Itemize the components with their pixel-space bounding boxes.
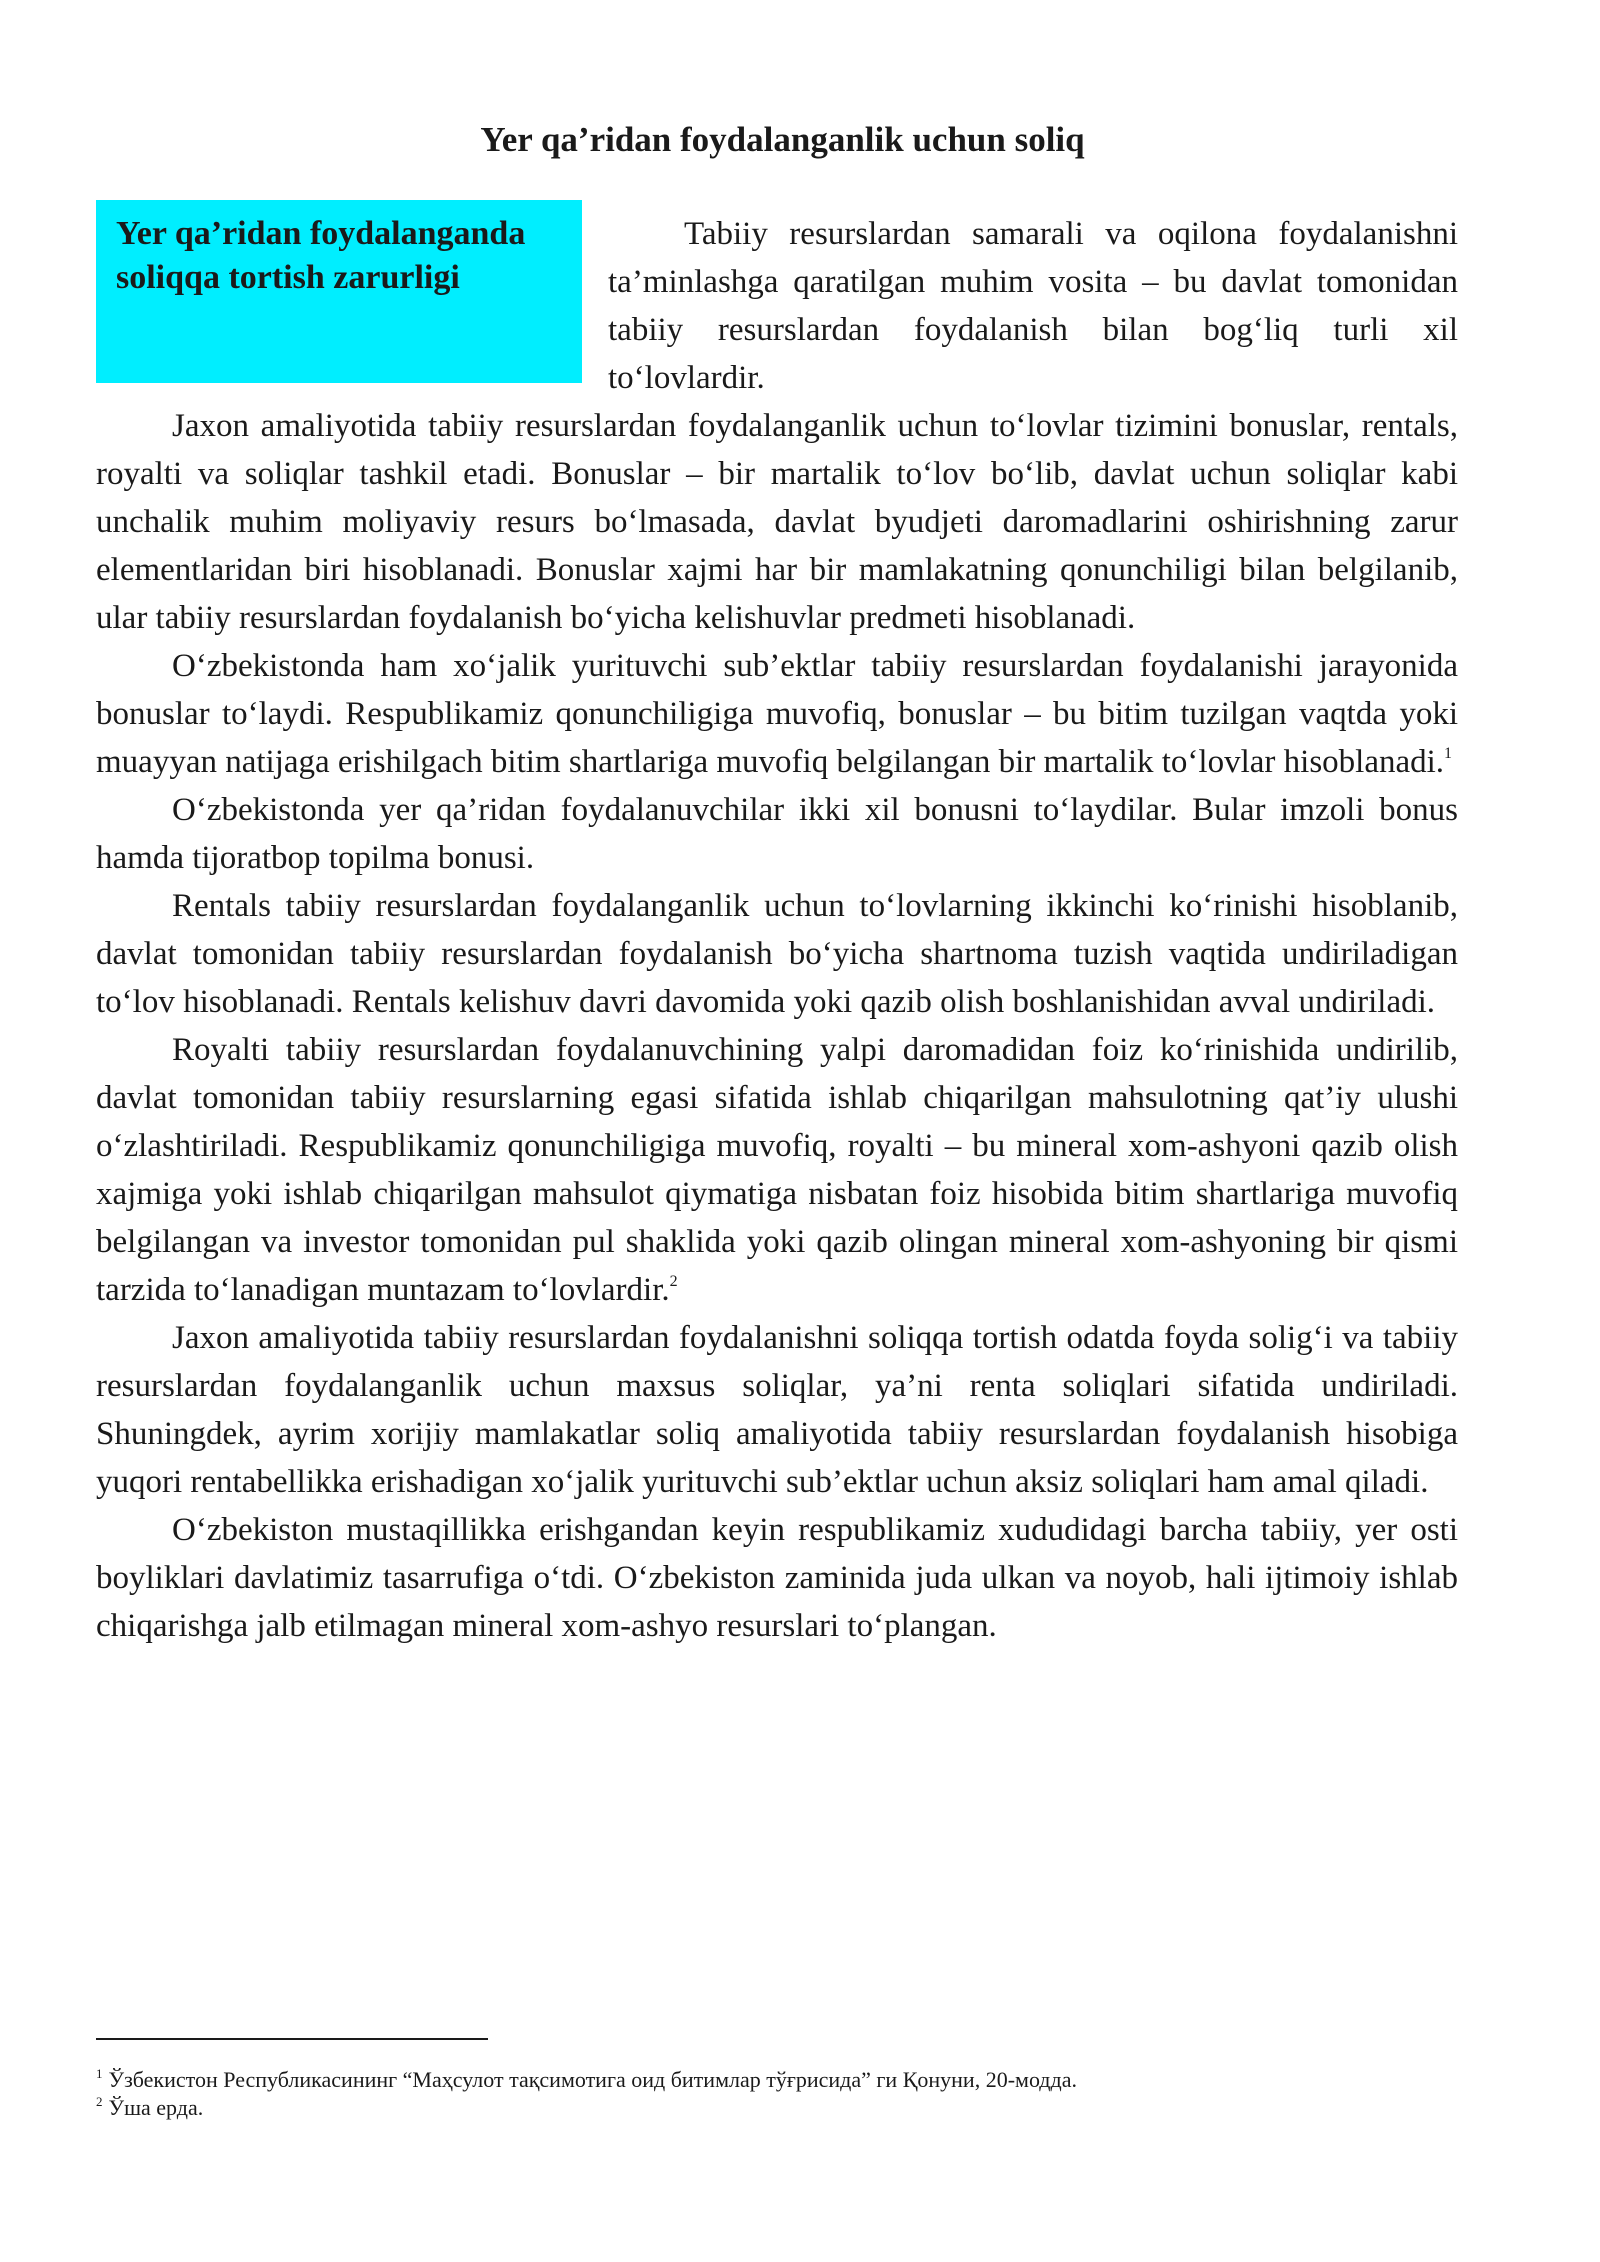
paragraph: O‘zbekiston mustaqillikka erishgandan keyin respublikamiz xududidagi barcha tabiiy, yer osti boyliklari davlatimiz tasarrufiga o‘tdi. O‘zbekiston zaminida juda ulkan va noyob, hali ijtimoiy ishlab chiqarishga jalb etilmagan mineral xom-ashyo resurslari to‘plangan. (96, 1512, 1458, 1644)
highlight-box-text: Yer qa’ridan foydalanganda soliqqa tortish zarurligi (116, 215, 526, 296)
paragraph: O‘zbekistonda ham xo‘jalik yurituvchi sub’ektlar tabiiy resurslardan foydalanishi jarayonida bonuslar to‘laydi. Respublikamiz qonunchiligiga muvofiq, bonuslar – bu bitim tuzilgan vaqtda yoki muayyan natijaga erishilgach bitim shartlariga muvofiq belgilangan bir martalik to‘lovlar hisoblanadi.$^1$ (96, 648, 1458, 780)
footnote-ref: 1 (1444, 745, 1453, 762)
footnote-separator (96, 2038, 488, 2040)
float-spacer (96, 210, 608, 402)
paragraph: O‘zbekistonda yer qa’ridan foydalanuvchilar ikki xil bonusni to‘laydilar. Bular imzoli bonus hamda tijoratbop topilma bonusi. (96, 792, 1458, 876)
page-title: Yer qa’ridan foydalanganlik uchun soliq (480, 120, 1085, 159)
paragraph: Tabiiy resurslardan samarali va oqilona foydalanishni ta’minlashga qaratilgan muhim vosita – bu davlat tomonidan tabiiy resurslardan foydalanish bilan bog‘liq turli xil to‘lovlardir. (608, 216, 1458, 396)
footnotes (96, 2066, 1496, 2122)
footnote: $^1$ Ўзбекистон Республикасининг “Маҳсулот тақсимотига оид битимлар тўғрисида” ги Қонуни, 20-модда. (96, 2066, 1077, 2092)
footnote-ref: 2 (669, 1273, 678, 1290)
paragraph: Rentals tabiiy resurslardan foydalanganlik uchun to‘lovlarning ikkinchi ko‘rinishi hisoblanib, davlat tomonidan tabiiy resurslardan foydalanish bo‘yicha shartnoma tuzish vaqtida undiriladigan to‘lov hisoblanadi. Rentals kelishuv davri davomida yoki qazib olish boshlanishidan avval undiriladi. (96, 888, 1458, 1020)
footnote: $^2$ Ўша ерда. (96, 2094, 204, 2120)
paragraph: Royalti tabiiy resurslardan foydalanuvchining yalpi daromadidan foiz ko‘rinishida undirilib, davlat tomonidan tabiiy resurslarning egasi sifatida ishlab chiqarilgan mahsulotning qat’iy ulushi o‘zlashtiriladi. Respublikamiz qonunchiligiga muvofiq, royalti – bu mineral xom-ashyoni qazib olish xajmiga yoki ishlab chiqarilgan mahsulot qiymatiga nisbatan foiz hisobida bitim shartlariga muvofiq belgilangan va investor tomonidan pul shaklida yoki qazib olingan mineral xom-ashyoning bir qismi tarzida to‘lanadigan muntazam to‘lovlardir.$^2$ (96, 1032, 1458, 1308)
paragraph: Jaxon amaliyotida tabiiy resurslardan foydalanishni soliqqa tortish odatda foyda solig‘i va tabiiy resurslardan foydalanganlik uchun maxsus soliqlar, ya’ni renta soliqlari sifatida undiriladi. Shuningdek, ayrim xorijiy mamlakatlar soliq amaliyotida tabiiy resurslardan foydalanish hisobiga yuqori rentabellikka erishadigan xo‘jalik yurituvchi sub’ektlar uchun aksiz soliqlari ham amal qiladi. (96, 1320, 1458, 1500)
body-text (96, 210, 1458, 1650)
paragraph: Jaxon amaliyotida tabiiy resurslardan foydalanganlik uchun to‘lovlar tizimini bonuslar, rentals, royalti va soliqlar tashkil etadi. Bonuslar – bir martalik to‘lov bo‘lib, davlat uchun soliqlar kabi unchalik muhim moliyaviy resurs bo‘lmasada, davlat byudjeti daromadlarini oshirishning zarur elementlaridan biri hisoblanadi. Bonuslar xajmi har bir mamlakatning qonunchiligi bilan belgilanib, ular tabiiy resurslardan foydalanish bo‘yicha kelishuvlar predmeti hisoblanadi. (96, 408, 1458, 636)
